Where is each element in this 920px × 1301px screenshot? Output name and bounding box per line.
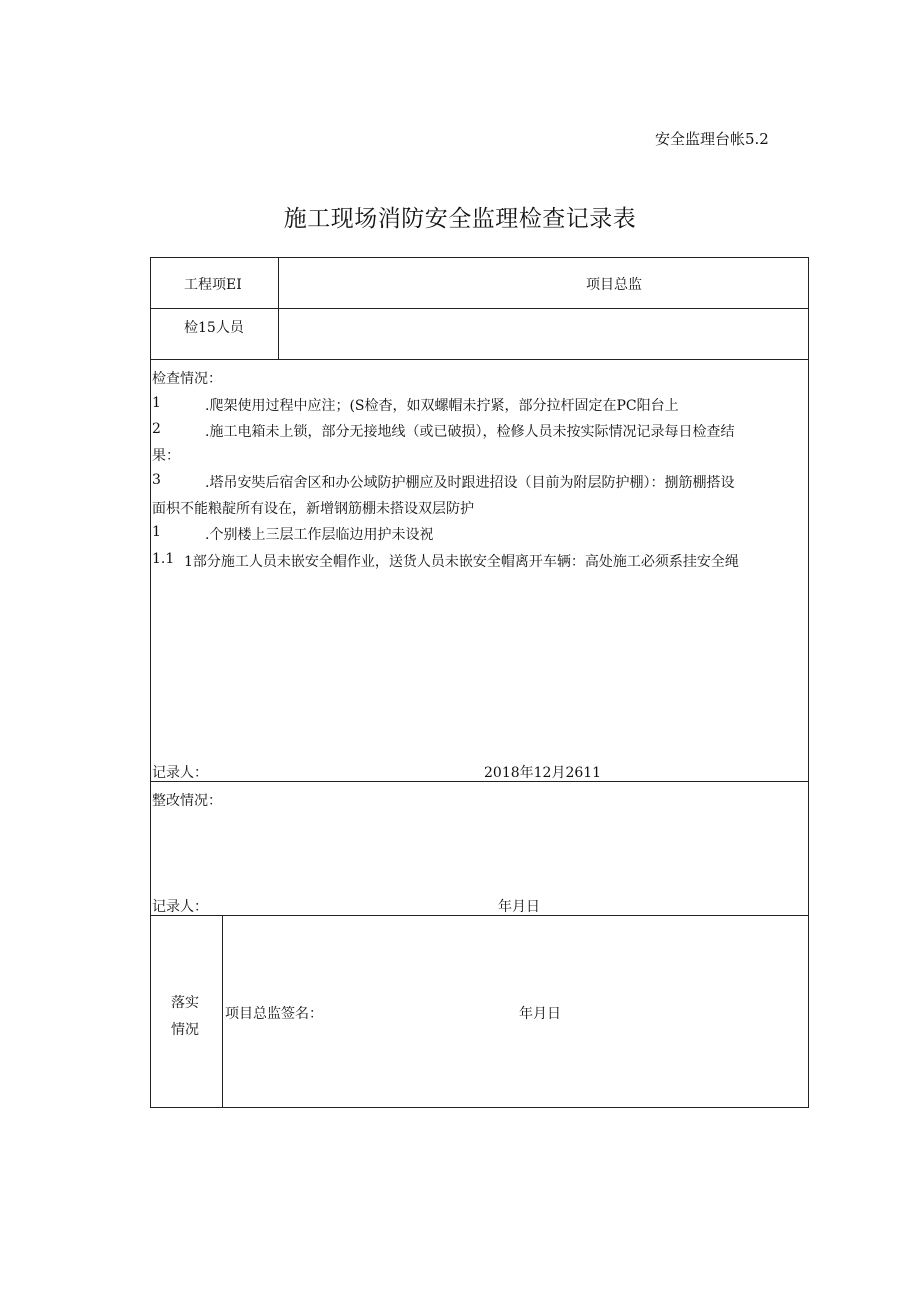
project-value-cell (278, 257, 809, 309)
inspection-item: .个别楼上三层工作层临边用护未设祝 (205, 527, 434, 543)
item-number: 1.1 (152, 551, 175, 567)
implementation-content-cell (222, 915, 809, 1108)
inspector-label-cell (150, 308, 279, 360)
implementation-label-line2: 情况 (171, 1022, 199, 1038)
rectification-section (150, 781, 809, 916)
item-number: 3 (152, 472, 161, 488)
item-number: 1 (152, 395, 161, 411)
page-title: 施工现场消防安全监理检查记录表 (283, 206, 637, 232)
inspection-heading: 检查情况： (152, 371, 222, 387)
implementation-date: 年月日 (519, 1006, 561, 1022)
implementation-label-cell (150, 915, 223, 1108)
project-label-cell (150, 257, 279, 309)
inspector-label: 检15人员 (184, 320, 244, 336)
signature-label: 项目总监签名： (225, 1006, 323, 1022)
inspection-item: 1部分施工人员未嵌安全帽作业，送货人员未嵌安全帽离开车辆：高处施工必须系挂安全绳 (184, 554, 739, 570)
inspection-item-continued: 面枳不能粮靛所有设在，新增钢筋棚未搭设双层防护 (152, 501, 474, 517)
rectification-heading: 整改情况： (152, 793, 222, 809)
inspection-item-continued: 果： (152, 448, 180, 464)
inspection-date: 2018年12月2611 (484, 765, 602, 781)
implementation-label-line1: 落实 (171, 995, 199, 1011)
document-reference: 安全监理台帐5.2 (655, 130, 769, 148)
item-number: 1 (152, 524, 161, 540)
inspection-recorder-label: 记录人： (152, 765, 208, 781)
rectification-date: 年月日 (498, 899, 540, 915)
inspection-item: .施工电箱未上锁，部分无接地线（或已破损），检修人员未按实际情况记录每日检查结 (205, 424, 735, 440)
item-number: 2 (152, 421, 161, 437)
rectification-recorder-label: 记录人： (152, 899, 208, 915)
inspector-value-cell[interactable] (278, 308, 809, 360)
project-label: 工程项EI (184, 277, 242, 293)
inspection-item: .塔吊安奘后宿舍区和办公域防护棚应及时跟进招设（目前为附层防护棚）：捌筋棚搭设 (205, 475, 735, 491)
inspection-item: .爬架使用过程中应注；(S检杳，如双螺帽未拧紧，部分拉杆固定在PC阳台上 (205, 398, 679, 414)
director-label: 项目总监 (586, 277, 642, 293)
